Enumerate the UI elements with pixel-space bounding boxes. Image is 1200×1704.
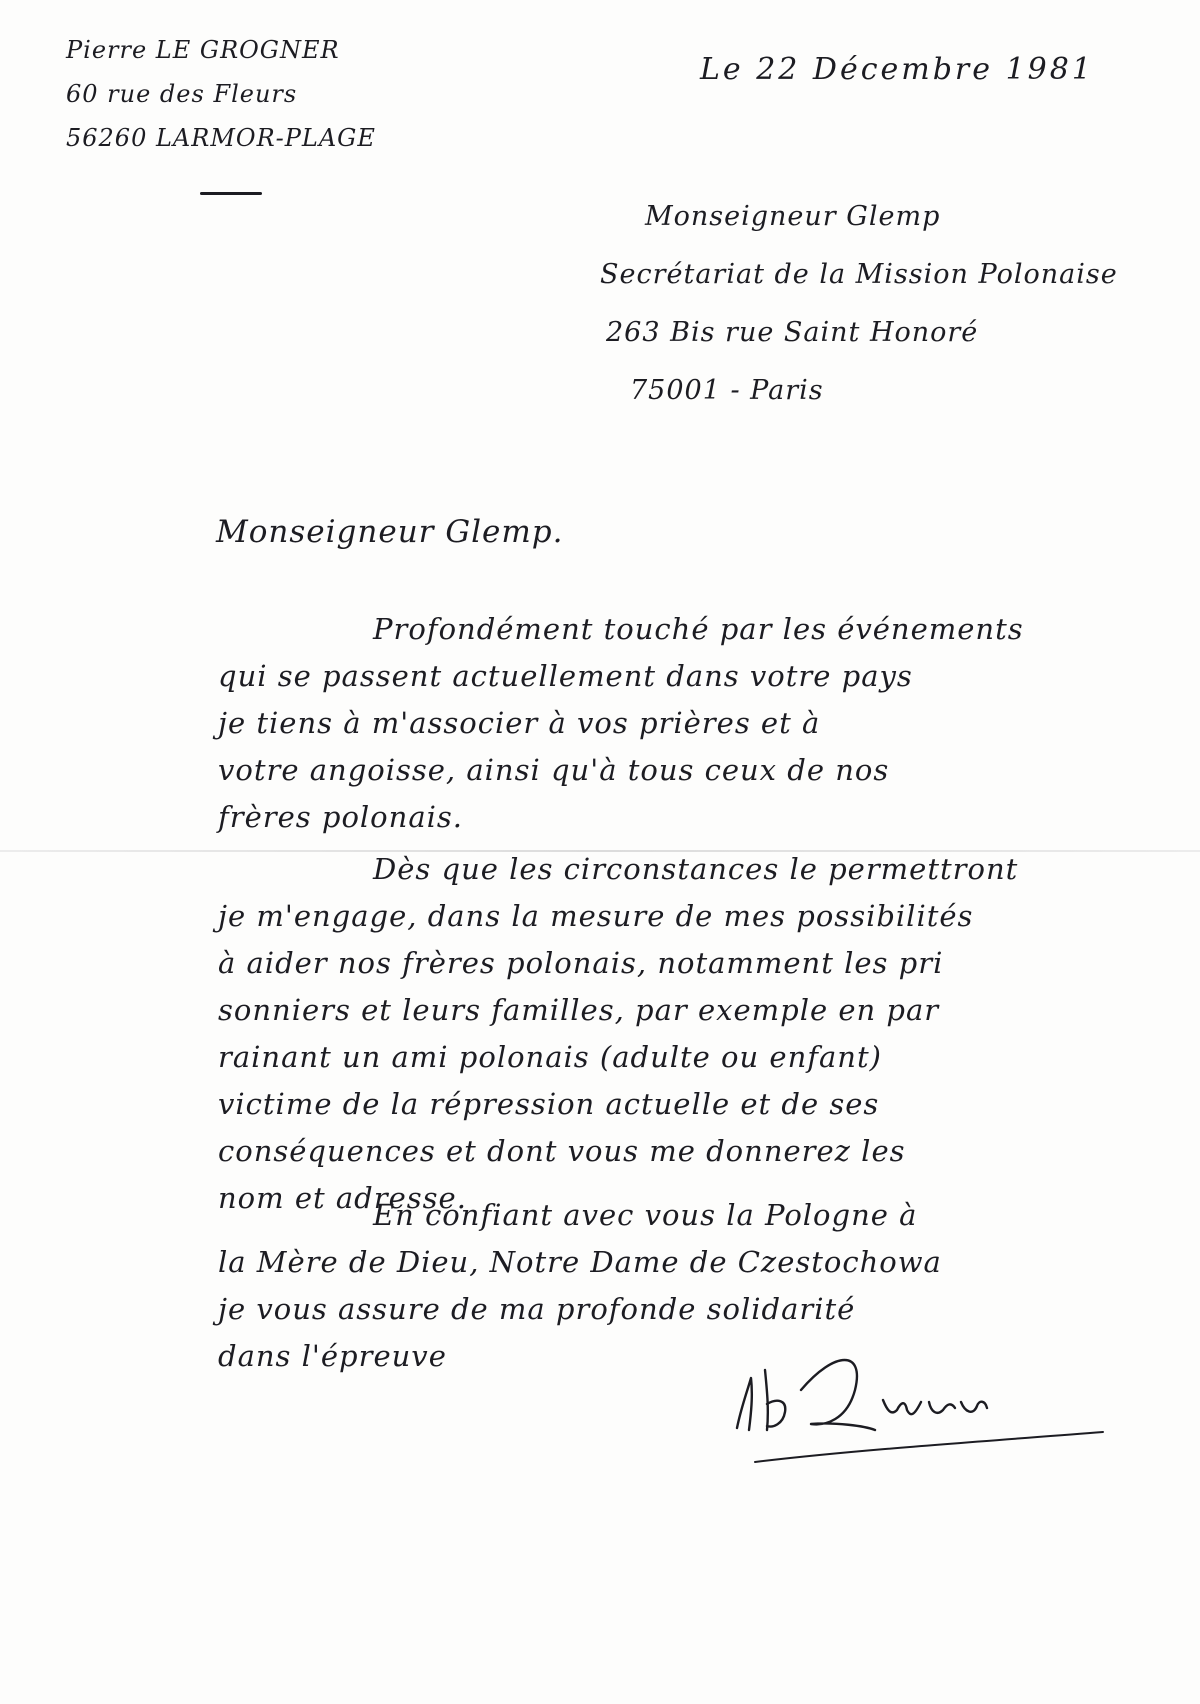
body-line: je vous assure de ma profonde solidarité [218, 1292, 856, 1326]
body-line: En confiant avec vous la Pologne à [373, 1198, 918, 1232]
separator-dash [200, 192, 262, 195]
body-line: votre angoisse, ainsi qu'à tous ceux de nos [218, 753, 890, 787]
body-line: nom et adresse. [218, 1181, 467, 1215]
recipient-office: Secrétariat de la Mission Polonaise [600, 259, 1118, 290]
sender-city: 56260 LARMOR-PLAGE [66, 124, 376, 152]
body-paragraph-2 [218, 846, 1018, 1222]
handwritten-signature [715, 1330, 1115, 1480]
body-line: victime de la répression actuelle et de ses [218, 1087, 880, 1121]
salutation: Monseigneur Glemp. [216, 514, 564, 550]
body-line: sonniers et leurs familles, par exemple en par [218, 993, 940, 1027]
body-line: à aider nos frères polonais, notamment les pri [218, 946, 944, 980]
body-line: Profondément touché par les événements [373, 612, 1024, 646]
recipient-city: 75001 - Paris [630, 375, 824, 406]
body-line: la Mère de Dieu, Notre Dame de Czestochowa [218, 1245, 942, 1279]
recipient-address [600, 188, 1118, 420]
body-line: rainant un ami polonais (adulte ou enfant) [218, 1040, 882, 1074]
recipient-street: 263 Bis rue Saint Honoré [606, 317, 979, 348]
body-line: qui se passent actuellement dans votre pays [218, 659, 913, 693]
body-line: je tiens à m'associer à vos prières et à [218, 706, 821, 740]
letter-date: Le 22 Décembre 1981 [700, 52, 1094, 87]
body-line: Dès que les circonstances le permettront [373, 852, 1019, 886]
sender-street: 60 rue des Fleurs [66, 80, 298, 108]
sender-address [66, 28, 376, 160]
body-line: dans l'épreuve [218, 1339, 447, 1373]
body-line: je m'engage, dans la mesure de mes possibilités [218, 899, 974, 933]
body-line: conséquences et dont vous me donnerez les [218, 1134, 906, 1168]
body-paragraph-1 [218, 606, 1024, 841]
sender-name: Pierre LE GROGNER [66, 36, 340, 64]
recipient-title: Monseigneur Glemp [645, 201, 941, 232]
body-line: frères polonais. [218, 800, 463, 834]
